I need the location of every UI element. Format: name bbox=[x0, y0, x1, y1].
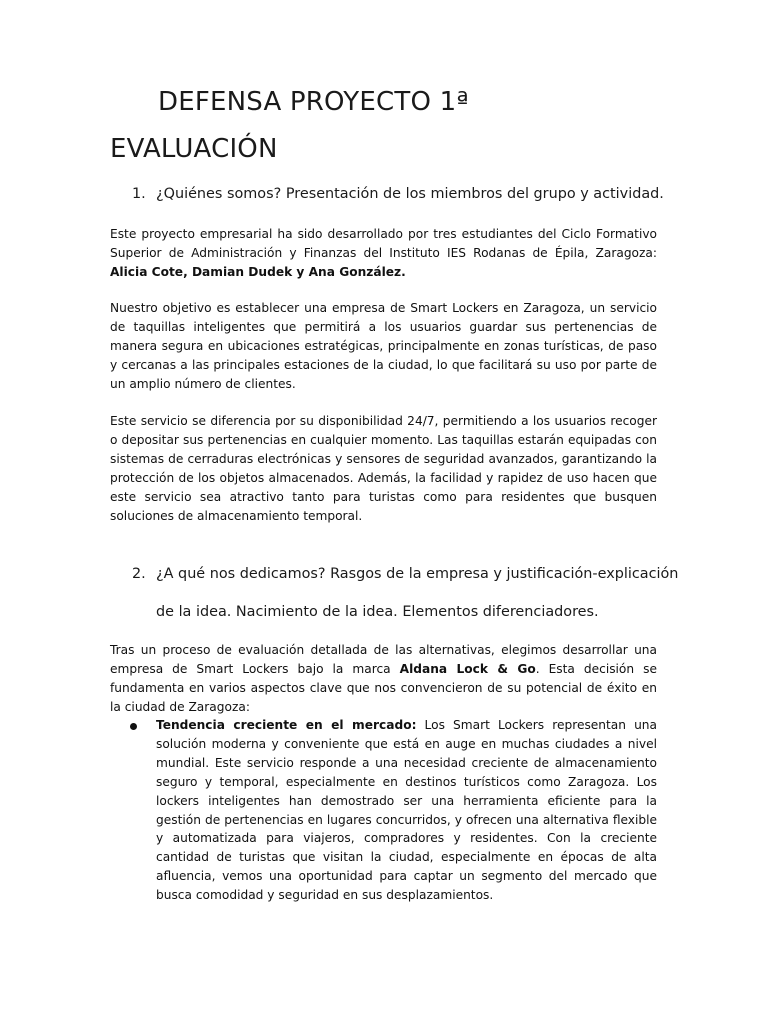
section2-number: 2. bbox=[132, 566, 146, 582]
paragraph-objective: Nuestro objetivo es establecer una empresa de Smart Lockers en Zaragoza, un servicio de taquillas inteligentes que permitirá a los usuarios guardar sus pertenencias de manera segura en ubicaciones estratégicas, principalmente en zonas turísticas, de paso y cercanas a las principales estaciones de la ciudad, lo que facilitará su uso por parte de un amplio número de clientes. bbox=[110, 301, 657, 391]
paragraph-decision bbox=[110, 641, 657, 717]
paragraph-authors-text: Este proyecto empresarial ha sido desarrollado por tres estudiantes del Ciclo Formativo Superior de Administración y Finanzas del Instituto IES Rodanas de Épila, Zaragoza: bbox=[110, 227, 657, 260]
brand-name: Aldana Lock & Go bbox=[399, 661, 536, 676]
bullet-item-title: Tendencia creciente en el mercado: bbox=[156, 718, 417, 732]
document-title-line2: EVALUACIÓN bbox=[110, 134, 278, 164]
bullet-icon bbox=[130, 723, 137, 730]
section2-heading-line2: de la idea. Nacimiento de la idea. Elementos diferenciadores. bbox=[156, 604, 599, 620]
paragraph-decision-text-before: Tras un proceso de evaluación detallada de las alternativas, elegimos desarrollar una empresa de Smart Lockers bajo la marca bbox=[110, 643, 657, 676]
section1-heading bbox=[132, 186, 664, 202]
bullet-item-text: Los Smart Lockers representan una solución moderna y conveniente que está en auge en muchas ciudades a nivel mundial. Este servicio responde a una necesidad creciente de almacenamiento seguro y temporal, especialmente en destinos turísticos como Zaragoza. Los lockers inteligentes han demostrado ser una herramienta eficiente para la gestión de pertenencias en lugares concurridos, y ofrecen una alternativa flexible y automatizada para viajeros, compradores y residentes. Con la creciente cantidad de turistas que visitan la ciudad, especialmente en épocas de alta afluencia, vemos una oportunidad para captar un segmento del mercado que busca comodidad y seguridad en sus desplazamientos. bbox=[156, 718, 657, 903]
paragraph-decision-text-after: . Esta decisión se fundamenta en varios aspectos clave que nos convencieron de su potencial de éxito en la ciudad de Zaragoza: bbox=[110, 661, 657, 714]
document-title-line1: DEFENSA PROYECTO 1ª bbox=[158, 87, 469, 117]
section2-heading bbox=[132, 566, 678, 582]
paragraph-service: Este servicio se diferencia por su disponibilidad 24/7, permitiendo a los usuarios recoger o depositar sus pertenencias en cualquier momento. Las taquillas estarán equipadas con sistemas de cerraduras electrónicas y sensores de seguridad avanzados, garantizando la protección de los objetos almacenados. Además, la facilidad y rapidez de uso hacen que este servicio sea atractivo tanto para turistas como para residentes que busquen soluciones de almacenamiento temporal. bbox=[110, 414, 657, 523]
author-names: Alicia Cote, Damian Dudek y Ana González. bbox=[110, 264, 406, 279]
bullet-item-market-trend bbox=[156, 716, 657, 905]
section1-number: 1. bbox=[132, 186, 146, 202]
paragraph-authors bbox=[110, 225, 657, 282]
section1-heading-text: ¿Quiénes somos? Presentación de los miembros del grupo y actividad. bbox=[156, 186, 664, 202]
section2-heading-text: ¿A qué nos dedicamos? Rasgos de la empresa y justificación-explicación bbox=[156, 566, 679, 582]
